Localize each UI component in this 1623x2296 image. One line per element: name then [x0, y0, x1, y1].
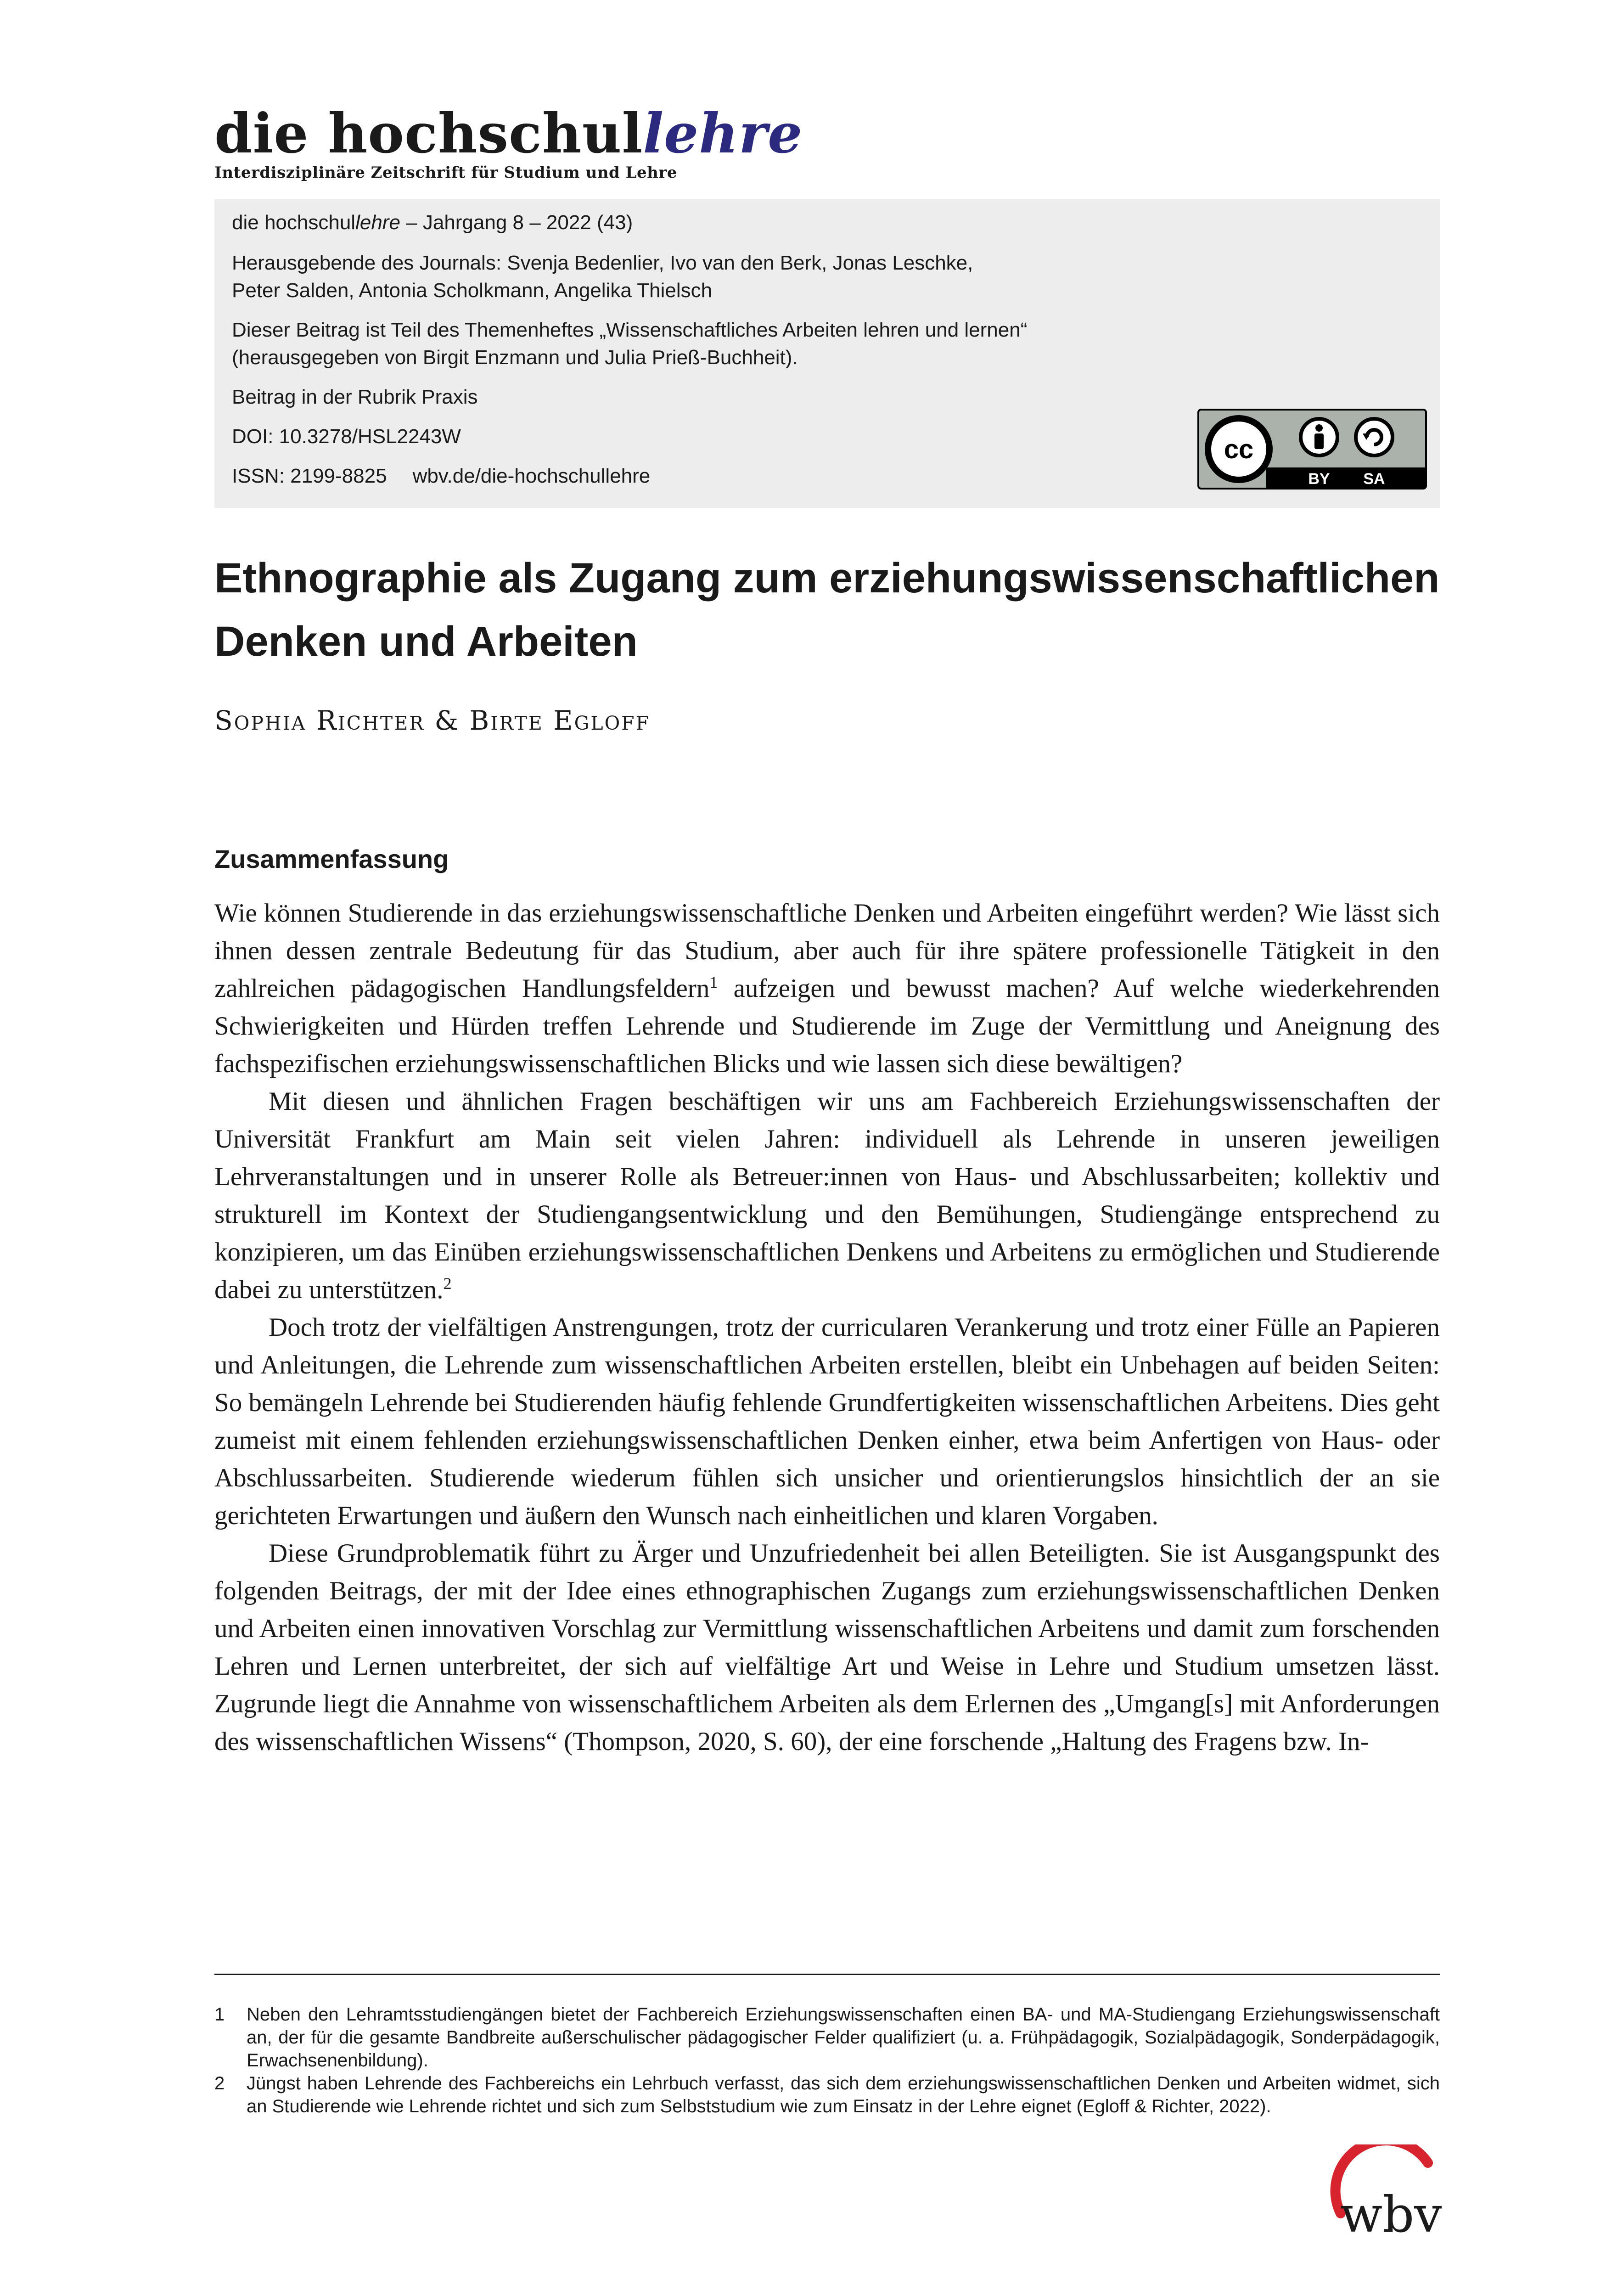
editors-line-1: Herausgebende des Journals: Svenja Bedenlier, Ivo van den Berk, Jonas Leschke, — [232, 252, 973, 274]
issue-line-1: Dieser Beitrag ist Teil des Themenheftes „Wissenschaftliches Arbeiten lehren und lernen“ — [232, 319, 1028, 341]
footnote-text: Jüngst haben Lehrende des Fachbereichs ein Lehrbuch verfasst, das sich dem erziehungswissenschaftlichen Denken und Arbeiten widmet, sich an Studierende wie Lehrende richtet und sich zum Selbststudium wie zum Einsatz in der Lehre eignet (Egloff & Richter, 2022). — [247, 2073, 1440, 2116]
footnote-divider — [214, 1974, 1440, 1975]
cc-by-sa-license-badge[interactable] — [1197, 409, 1427, 490]
editors-line-2: Peter Salden, Antonia Scholkmann, Angelika Thielsch — [232, 279, 713, 302]
footnote-number: 1 — [214, 2004, 225, 2025]
article-title: Ethnographie als Zugang zum erziehungswissenschaftlichen Denken und Arbeiten — [214, 555, 1440, 665]
attribution-person-icon — [1299, 417, 1339, 457]
journal-logo-subtitle: Interdisziplinäre Zeitschrift für Studium und Lehre — [214, 163, 677, 182]
abstract-heading: Zusammenfassung — [214, 844, 449, 873]
journal-url[interactable]: wbv.de/die-hochschullehre — [412, 465, 651, 487]
doi-line: DOI: 10.3278/HSL2243W — [232, 425, 461, 448]
license-by-label: BY — [1308, 470, 1330, 488]
issn-line: ISSN: 2199-8825 wbv.de/die-hochschullehre — [232, 465, 651, 487]
journal-volume-line: die hochschullehre – Jahrgang 8 – 2022 (43) — [232, 211, 633, 234]
paragraph-2: Mit diesen und ähnlichen Fragen beschäftigen wir uns am Fachbereich Erziehungswissenschaften der Universität Frankfurt am Main seit vielen Jahren: individuell als Lehrende in unseren jeweiligen Lehrveranstaltungen und in unserer Rolle als Betreuer:innen von Haus- und Abschlussarbeiten; kollektiv und strukturell im Kontext der Studiengangsentwicklung und den Bemühungen, Studiengänge entsprechend zu konzipieren, um das Einüben erziehungswissenschaftlichen Denkens und Arbeitens zu ermöglichen und Studierende dabei zu unterstützen.$^2$ — [214, 1087, 1440, 1304]
journal-logo — [214, 101, 803, 182]
wbv-logo-text: wbv — [1340, 2186, 1442, 2236]
cc-icon — [1205, 415, 1273, 483]
article-authors: Sophia Richter & Birte Egloff — [214, 705, 651, 736]
wbv-publisher-logo — [1322, 2144, 1442, 2236]
footnote-ref-2[interactable]: 2 — [443, 1274, 452, 1293]
rubric-line: Beitrag in der Rubrik Praxis — [232, 386, 478, 408]
footnote-ref-1[interactable]: 1 — [709, 973, 718, 991]
paragraph-1: Wie können Studierende in das erziehungswissenschaftliche Denken und Arbeiten eingeführt werden? Wie lässt sich ihnen dessen zentrale Bedeutung für das Studium, aber auch für ihre spätere professionelle Tätigkeit in den zahlreichen pädagogischen Handlungsfeldern$^1$ aufzeigen und bewusst machen? Auf welche wiederkehrenden Schwierigkeiten und Hürden treffen Lehrende und Studierende im Zuge der Vermittlung und Aneignung des fachspezifischen erziehungswissenschaftlichen Blicks und wie lassen sich diese bewältigen? — [214, 899, 1440, 1078]
footnote-1 — [214, 2003, 1440, 2072]
paragraph-3: Doch trotz der vielfältigen Anstrengungen, trotz der curricularen Verankerung und trotz einer Fülle an Papieren und Anleitungen, die Lehrende zum wissenschaftlichen Arbeiten erstellen, bleibt ein Unbehagen auf beiden Seiten: So bemängeln Lehrende bei Studierenden häufig fehlende Grundfertigkeiten wissenschaftlichen Arbeitens. Dies geht zumeist mit einem fehlenden erziehungswissenschaftlichen Denken einher, etwa beim Anfertigen von Haus- oder Abschlussarbeiten. Studierende wiederum fühlen sich unsicher und orientierungslos hinsichtlich der an sie gerichteten Erwartungen und äußern den Wunsch nach einheitlichen und klaren Vorgaben. — [214, 1313, 1440, 1530]
footnotes — [214, 2003, 1440, 2118]
footnote-2 — [214, 2072, 1440, 2118]
footnote-number: 2 — [214, 2073, 225, 2093]
abstract-body — [214, 895, 1440, 1761]
svg-text:cc: cc — [1224, 434, 1254, 464]
share-alike-icon — [1354, 417, 1394, 457]
license-sa-label: SA — [1363, 470, 1385, 488]
issue-line-2: (herausgegeben von Birgit Enzmann und Julia Prieß-Buchheit). — [232, 346, 798, 369]
footnote-text: Neben den Lehramtsstudiengängen bietet der Fachbereich Erziehungswissenschaften einen BA- und MA-Studiengang Erziehungswissenschaft an, der für die gesamte Bandbreite außerschulischer pädagogischer Felder qualifiziert (u. a. Frühpädagogik, Sozialpädagogik, Sonderpädagogik, Erwachsenenbildung). — [247, 2004, 1440, 2071]
journal-logo-title: die hochschullehre — [214, 101, 803, 165]
paragraph-4: Diese Grundproblematik führt zu Ärger und Unzufriedenheit bei allen Beteiligten. Sie ist Ausgangspunkt des folgenden Beitrags, der mit der Idee eines ethnographischen Zugangs zum erziehungswissenschaftlichen Denken und Arbeiten einen innovativen Vorschlag zur Vermittlung wissenschaftlichen Arbeitens und damit zum forschenden Lehren und Lernen unterbreitet, der sich auf vielfältige Art und Weise in Lehre und Studium umsetzen lässt. Zugrunde liegt die Annahme von wissenschaftlichem Arbeiten als dem Erlernen des „Umgang[s] mit Anforderungen des wissenschaftlichen Wissens“ (Thompson, 2020, S. 60), der eine forschende „Haltung des Fragens bzw. In- — [214, 1539, 1440, 1756]
